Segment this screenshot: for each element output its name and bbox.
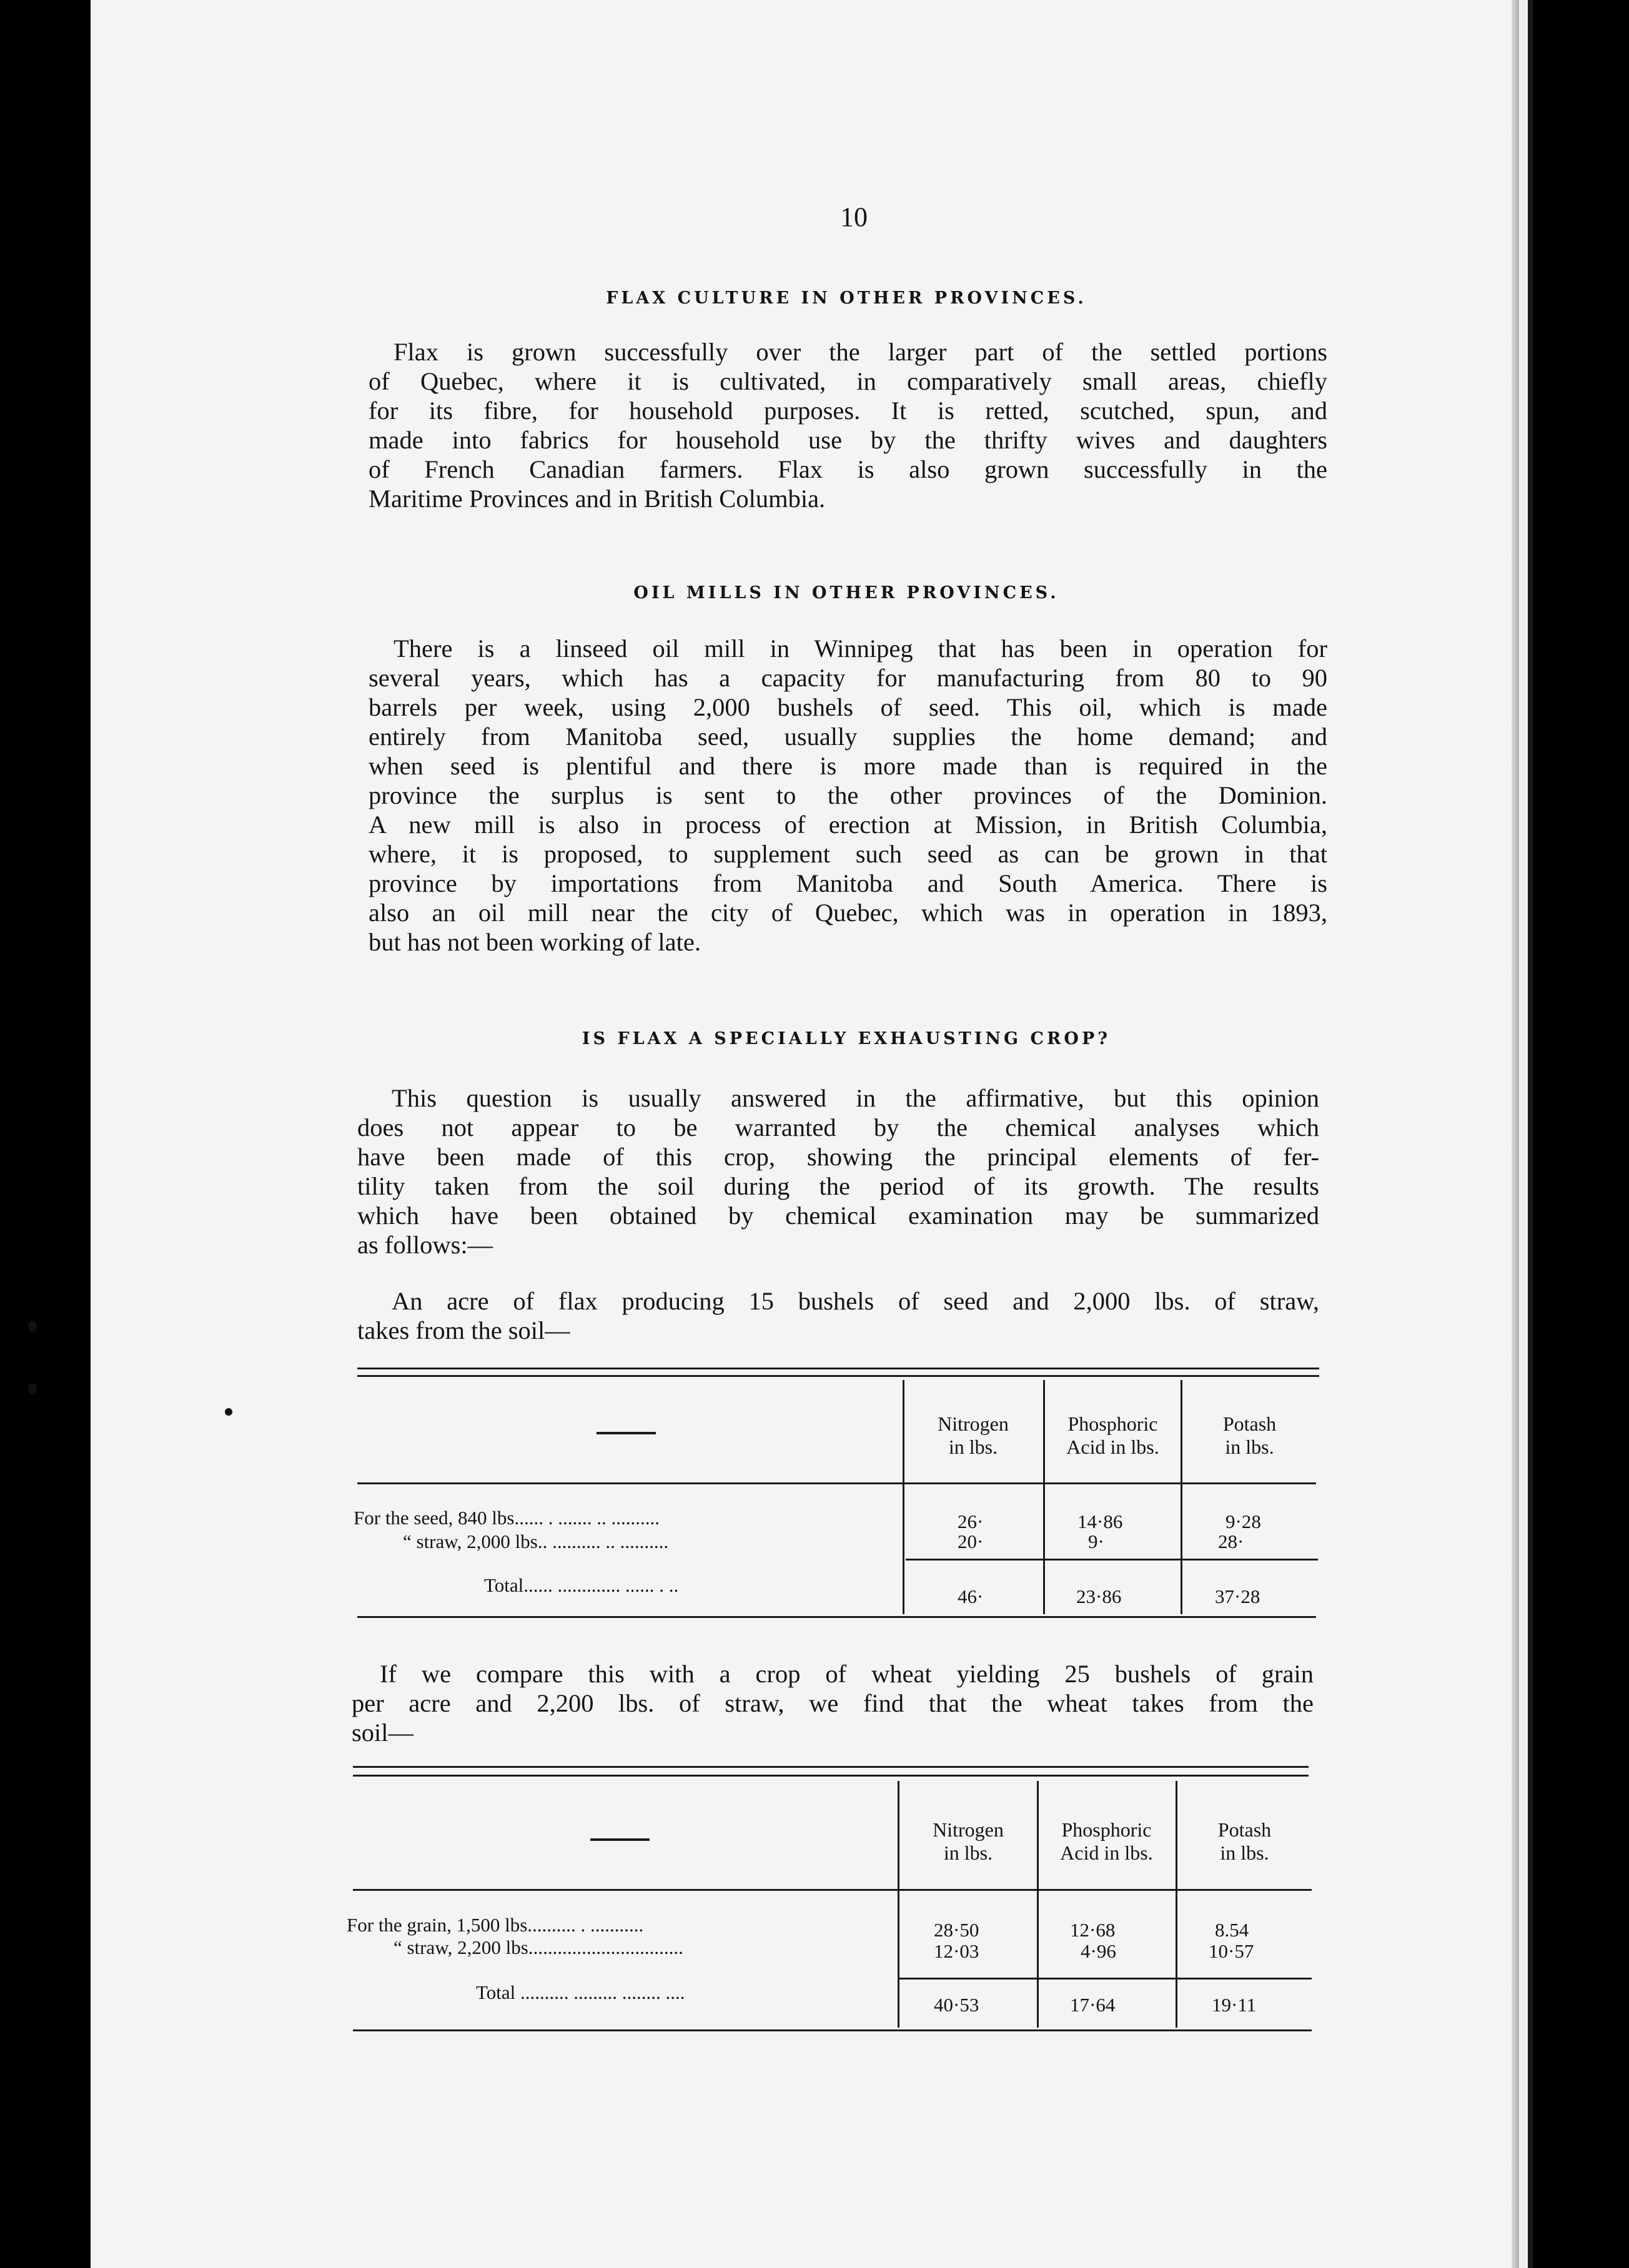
cell-nitrogen: 12·03: [934, 1940, 979, 1962]
text-line: have been made of this crop, showing the principal elements of fer-: [357, 1143, 1319, 1171]
paragraph-oil-mills: [369, 634, 1327, 957]
cell-phosphoric: 12·68: [1070, 1919, 1116, 1941]
text-line: of Quebec, where it is cultivated, in comparatively small areas, chiefly: [369, 367, 1327, 395]
section-heading: FLAX CULTURE IN OTHER PROVINCES.: [606, 288, 1087, 308]
text-line: Flax is grown successfully over the larger part of the settled portions: [394, 338, 1327, 366]
cell-nitrogen: 46·: [958, 1585, 984, 1607]
text-line: of French Canadian farmers. Flax is also grown successfully in the: [369, 455, 1327, 483]
cell-phosphoric: 14·86: [1077, 1511, 1123, 1532]
text-line: province by importations from Manitoba and South America. There is: [369, 869, 1327, 897]
text-line: does not appear to be warranted by the chemical analyses which: [357, 1113, 1319, 1141]
text-line: as follows:—: [357, 1231, 493, 1259]
cell-phosphoric: 9·: [1088, 1531, 1104, 1552]
text-line: several years, which has a capacity for manufacturing from 80 to 90: [369, 664, 1327, 692]
cell-potash: 10·57: [1209, 1940, 1254, 1962]
text-line: soil—: [352, 1718, 414, 1747]
text-line: for its fibre, for household purposes. It is retted, scutched, spun, and: [369, 397, 1327, 425]
column-header-phosphoric: Phosphoric Acid in lbs.: [1066, 1413, 1159, 1458]
section-heading: IS FLAX A SPECIALLY EXHAUSTING CROP?: [582, 1029, 1111, 1048]
table-row-label: “ straw, 2,200 lbs................................: [394, 1936, 683, 1958]
text-line: An acre of flax producing 15 bushels of seed and 2,000 lbs. of straw,: [392, 1287, 1319, 1315]
scan-speck: [225, 1408, 232, 1416]
text-line: takes from the soil—: [357, 1316, 570, 1344]
text-line: province the surplus is sent to the other provinces of the Dominion.: [369, 781, 1327, 809]
blank-header-dash: [597, 1432, 656, 1434]
text-line: This question is usually answered in the affirmative, but this opinion: [392, 1084, 1319, 1112]
text-line: per acre and 2,200 lbs. of straw, we find that the wheat takes from the: [352, 1689, 1314, 1717]
text-line: also an oil mill near the city of Quebec, which was in operation in 1893,: [369, 899, 1327, 927]
table-row-label: For the grain, 1,500 lbs.......... . ...........: [347, 1914, 644, 1936]
cell-nitrogen: 20·: [958, 1531, 984, 1552]
facing-page: [1519, 0, 1629, 2268]
text-line: but has not been working of late.: [369, 928, 701, 956]
section-heading: OIL MILLS IN OTHER PROVINCES.: [633, 583, 1059, 603]
column-header-nitrogen: Nitrogen in lbs.: [938, 1413, 1009, 1458]
text-line: entirely from Manitoba seed, usually supplies the home demand; and: [369, 722, 1327, 751]
cell-nitrogen: 28·50: [934, 1919, 979, 1941]
page-number: 10: [840, 202, 868, 232]
cell-potash: 8.54: [1215, 1919, 1249, 1941]
cell-phosphoric: 23·86: [1076, 1585, 1122, 1607]
scan-speck: [28, 1383, 37, 1394]
text-line: If we compare this with a crop of wheat yielding 25 bushels of grain: [380, 1660, 1314, 1688]
cell-phosphoric: 17·64: [1070, 1994, 1116, 2016]
scan-left-margin: [0, 0, 91, 2268]
paragraph-flax-culture: [369, 337, 1327, 513]
text-line: where, it is proposed, to supplement such seed as can be grown in that: [369, 840, 1327, 868]
text-line: A new mill is also in process of erection at Mission, in British Columbia,: [369, 811, 1327, 839]
cell-potash: 28·: [1218, 1531, 1244, 1552]
cell-potash: 37·28: [1215, 1585, 1260, 1607]
paragraph-exhausting-crop: [357, 1083, 1319, 1260]
cell-potash: 9·28: [1225, 1511, 1261, 1532]
paragraph-flax-intro: [357, 1286, 1319, 1345]
text-line: when seed is plentiful and there is more made than is required in the: [369, 752, 1327, 780]
column-header-phosphoric: Phosphoric Acid in lbs.: [1060, 1818, 1153, 1864]
text-line: which have been obtained by chemical examination may be summarized: [357, 1201, 1319, 1230]
cell-nitrogen: 40·53: [934, 1994, 979, 2016]
column-header-nitrogen: Nitrogen in lbs.: [933, 1818, 1004, 1864]
text-line: There is a linseed oil mill in Winnipeg that has been in operation for: [394, 634, 1327, 663]
cell-potash: 19·11: [1212, 1994, 1257, 2016]
scan-speck: [28, 1321, 37, 1332]
total-row-label: Total...... ............. ...... . ..: [484, 1574, 679, 1596]
table-row-label: For the seed, 840 lbs...... . ....... .. ..........: [354, 1507, 660, 1529]
total-row-label: Total .......... ......... ........ ....: [476, 1981, 685, 2003]
text-line: tility taken from the soil during the period of its growth. The results: [357, 1172, 1319, 1200]
column-header-potash: Potash in lbs.: [1217, 1818, 1272, 1864]
cell-phosphoric: 4·96: [1081, 1940, 1116, 1962]
text-line: made into fabrics for household use by the thrifty wives and daughters: [369, 426, 1327, 454]
paragraph-wheat-intro: [352, 1659, 1314, 1747]
table-row-label: “ straw, 2,000 lbs.. .......... .. ..........: [403, 1531, 669, 1552]
cell-nitrogen: 26·: [958, 1511, 984, 1532]
text-line: barrels per week, using 2,000 bushels of seed. This oil, which is made: [369, 693, 1327, 721]
blank-header-dash: [590, 1838, 650, 1841]
text-line: Maritime Provinces and in British Columbia.: [369, 485, 826, 513]
column-header-potash: Potash in lbs.: [1222, 1413, 1277, 1458]
